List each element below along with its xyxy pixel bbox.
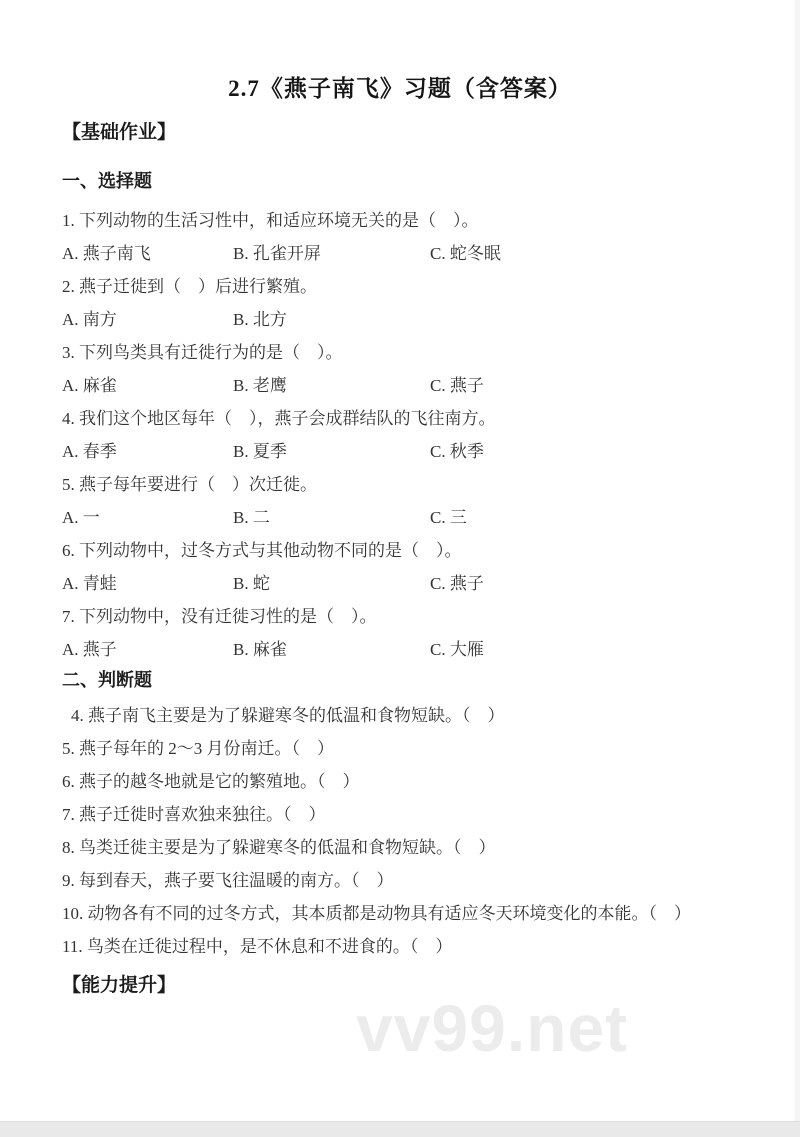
option-c: C. 三 xyxy=(430,508,467,527)
judgement-item-11: 11. 鸟类在迁徙过程中，是不休息和不进食的。（ ） xyxy=(62,937,453,956)
worksheet-content xyxy=(0,120,800,999)
choice-question-1-options xyxy=(62,235,758,268)
choice-question-4: 4. 我们这个地区每年（ ），燕子会成群结队的飞往南方。 xyxy=(62,409,496,428)
section-basic-label: 【基础作业】 xyxy=(62,122,177,143)
choice-question-6-options xyxy=(62,565,758,598)
choice-question-6: 6. 下列动物中，过冬方式与其他动物不同的是（ ）。 xyxy=(62,541,462,560)
option-a: A. 一 xyxy=(62,508,100,527)
choice-question-3: 3. 下列鸟类具有迁徙行为的是（ ）。 xyxy=(62,343,343,362)
judgement-item-10: 10. 动物各有不同的过冬方式，其本质都是动物具有适应冬天环境变化的本能。（ ） xyxy=(62,904,691,923)
choice-section-heading: 一、选择题 xyxy=(62,171,152,191)
option-b: B. 夏季 xyxy=(233,442,287,461)
option-b: B. 老鹰 xyxy=(233,376,287,395)
watermark-text: vv99.net xyxy=(356,991,629,1065)
judgement-item-8: 8. 鸟类迁徙主要是为了躲避寒冬的低温和食物短缺。（ ） xyxy=(62,838,496,857)
choice-question-4-options xyxy=(62,433,758,466)
section-ability-label: 【能力提升】 xyxy=(62,975,177,996)
option-c: C. 秋季 xyxy=(430,442,484,461)
option-a: A. 燕子 xyxy=(62,640,117,659)
option-b: B. 麻雀 xyxy=(233,640,287,659)
judgement-item-5: 5. 燕子每年的 2～3 月份南迁。（ ） xyxy=(62,739,334,758)
choice-question-2: 2. 燕子迁徙到（ ）后进行繁殖。 xyxy=(62,277,317,296)
judgement-item-4: 4. 燕子南飞主要是为了躲避寒冬的低温和食物短缺。（ ） xyxy=(71,706,505,725)
choice-question-7: 7. 下列动物中，没有迁徙习性的是（ ）。 xyxy=(62,607,377,626)
page-right-edge xyxy=(794,0,800,1122)
option-a: A. 青蛙 xyxy=(62,574,117,593)
option-c: C. 燕子 xyxy=(430,574,484,593)
option-a: A. 麻雀 xyxy=(62,376,117,395)
judgement-item-7: 7. 燕子迁徙时喜欢独来独往。（ ） xyxy=(62,805,326,824)
choice-question-5-options xyxy=(62,499,758,532)
choice-question-7-options xyxy=(62,631,758,664)
choice-question-2-options xyxy=(62,301,758,334)
option-b: B. 蛇 xyxy=(233,574,270,593)
option-c: C. 蛇冬眠 xyxy=(430,244,501,263)
option-a: A. 燕子南飞 xyxy=(62,244,151,263)
option-b: B. 北方 xyxy=(233,310,287,329)
page-title: 2.7《燕子南飞》习题（含答案） xyxy=(228,76,572,101)
option-c: C. 燕子 xyxy=(430,376,484,395)
choice-question-1: 1. 下列动物的生活习性中，和适应环境无关的是（ ）。 xyxy=(62,211,479,230)
judgement-item-9: 9. 每到春天，燕子要飞往温暖的南方。（ ） xyxy=(62,871,394,890)
option-c: C. 大雁 xyxy=(430,640,484,659)
option-b: B. 二 xyxy=(233,508,270,527)
page-bottom-band xyxy=(0,1121,800,1137)
option-b: B. 孔雀开屏 xyxy=(233,244,321,263)
choice-question-5: 5. 燕子每年要进行（ ）次迁徙。 xyxy=(62,475,317,494)
option-a: A. 春季 xyxy=(62,442,117,461)
judgement-item-6: 6. 燕子的越冬地就是它的繁殖地。（ ） xyxy=(62,772,360,791)
option-a: A. 南方 xyxy=(62,310,117,329)
judgement-section-heading: 二、判断题 xyxy=(62,670,152,690)
choice-question-3-options xyxy=(62,367,758,400)
